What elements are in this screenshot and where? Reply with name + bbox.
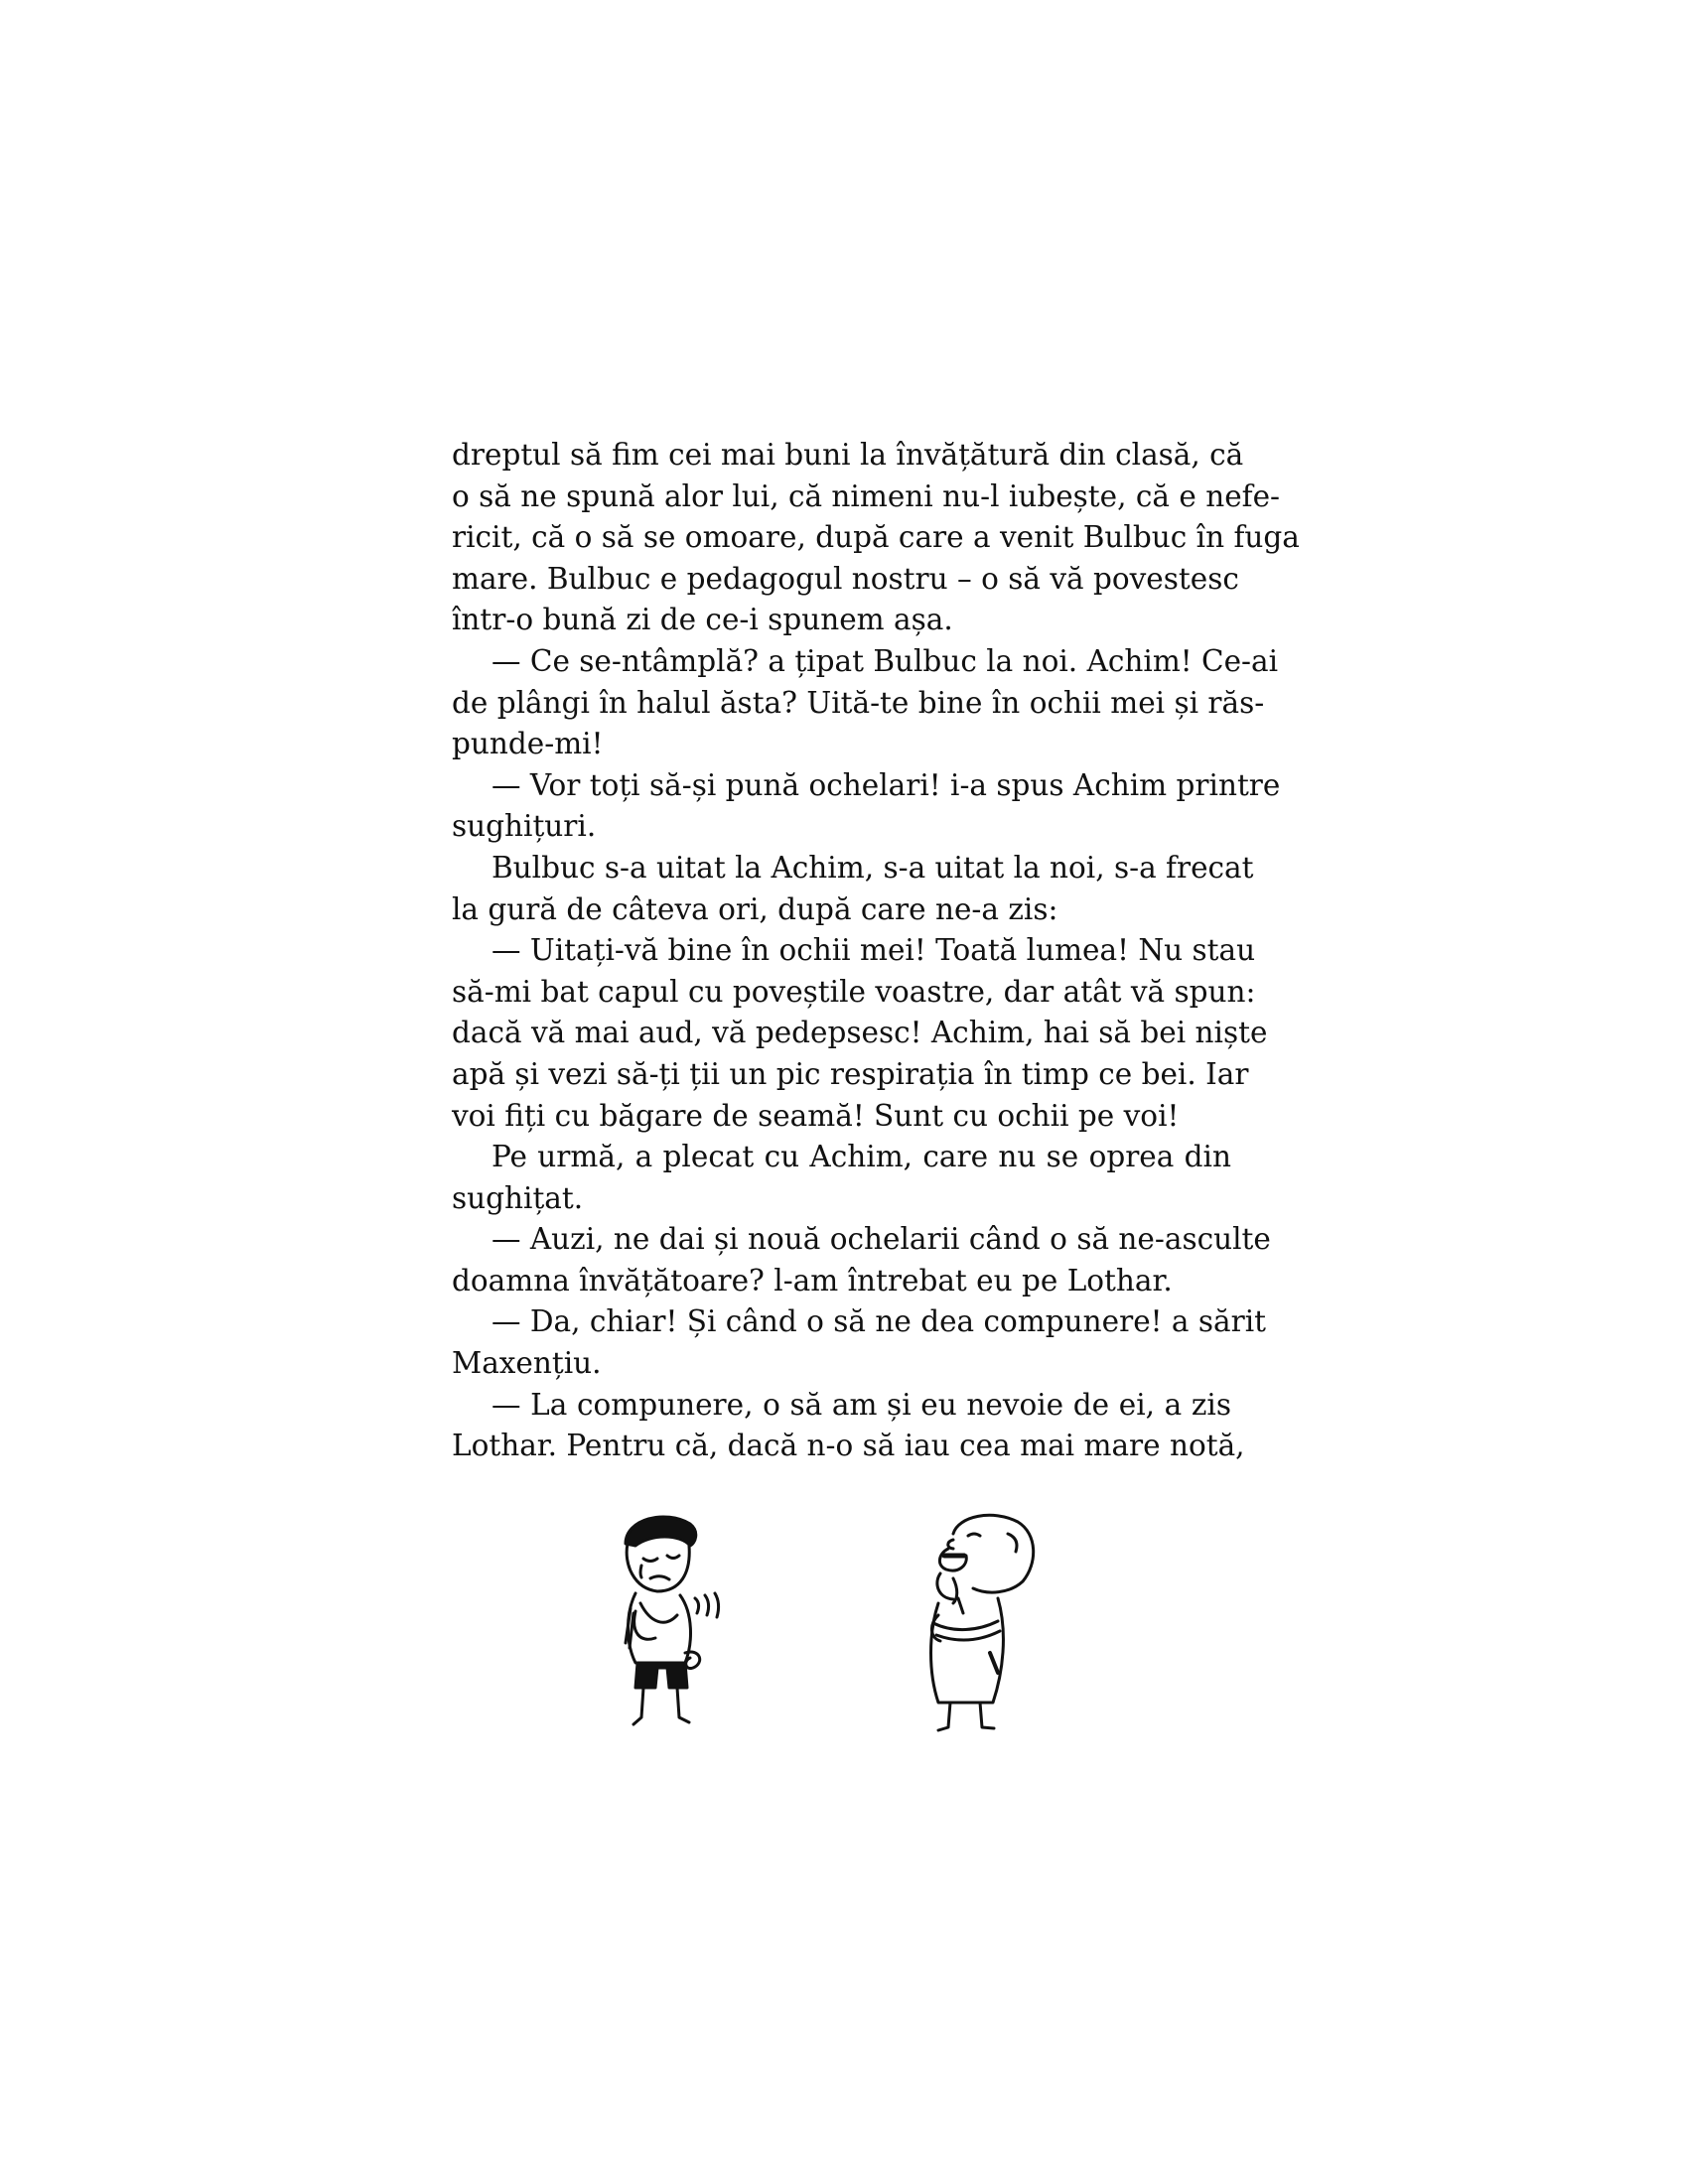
text-line: Pe urmă, a plecat cu Achim, care nu se oprea din [492,1140,1231,1174]
text-line: Lothar. Pentru că, dacă n-o să iau cea mai mare notă, [452,1429,1245,1463]
supervisor-illustration [899,1504,1048,1742]
text-line: dacă vă mai aud, vă pedepsesc! Achim, hai să bei niște [452,1016,1268,1050]
text-line: — Da, chiar! Și când o să ne dea compunere! a sărit [492,1304,1266,1339]
text-line: sughițat. [452,1180,584,1215]
text-line: — Vor toți să-și pună ochelari! i-a spus Achim printre [492,767,1281,802]
text-line: într-o bună zi de ce-i spunem așa. [452,603,953,637]
text-line: — Auzi, ne dai și nouă ochelarii când o să ne-asculte [492,1222,1271,1257]
boy-crying-illustration [596,1504,735,1742]
text-line: — Uitați-vă bine în ochii mei! Toată lumea! Nu stau [492,933,1256,968]
body-text [452,435,1300,1467]
text-line: — Ce se-ntâmplă? a țipat Bulbuc la noi. Achim! Ce-ai [492,643,1279,678]
text-line: Maxențiu. [452,1346,602,1381]
text-line: apă și vezi să-ți ții un pic respirația în timp ce bei. Iar [452,1056,1249,1091]
text-line: voi fiți cu băgare de seamă! Sunt cu ochii pe voi! [452,1098,1180,1133]
text-line: la gură de câteva ori, după care ne-a zis: [452,891,1058,926]
text-line: punde-mi! [452,727,604,761]
text-line: sughițuri. [452,809,597,844]
text-line: să-mi bat capul cu poveștile voastre, dar atât vă spun: [452,974,1256,1009]
text-line: ricit, că o să se omoare, după care a venit Bulbuc în fuga [452,520,1300,555]
text-line: o să ne spună alor lui, că nimeni nu-l iubește, că e nefe- [452,478,1280,513]
text-line: de plângi în halul ăsta? Uită-te bine în ochii mei și răs- [452,685,1265,720]
text-line: — La compunere, o să am și eu nevoie de ei, a zis [492,1387,1231,1422]
illustrations [596,1504,1092,1742]
text-line: Bulbuc s-a uitat la Achim, s-a uitat la noi, s-a frecat [492,850,1254,885]
text-line: mare. Bulbuc e pedagogul nostru – o să vă povestesc [452,561,1239,596]
text-line: doamna învățătoare? l-am întrebat eu pe Lothar. [452,1263,1173,1297]
text-line: dreptul să fim cei mai buni la învățătură din clasă, că [452,438,1244,472]
